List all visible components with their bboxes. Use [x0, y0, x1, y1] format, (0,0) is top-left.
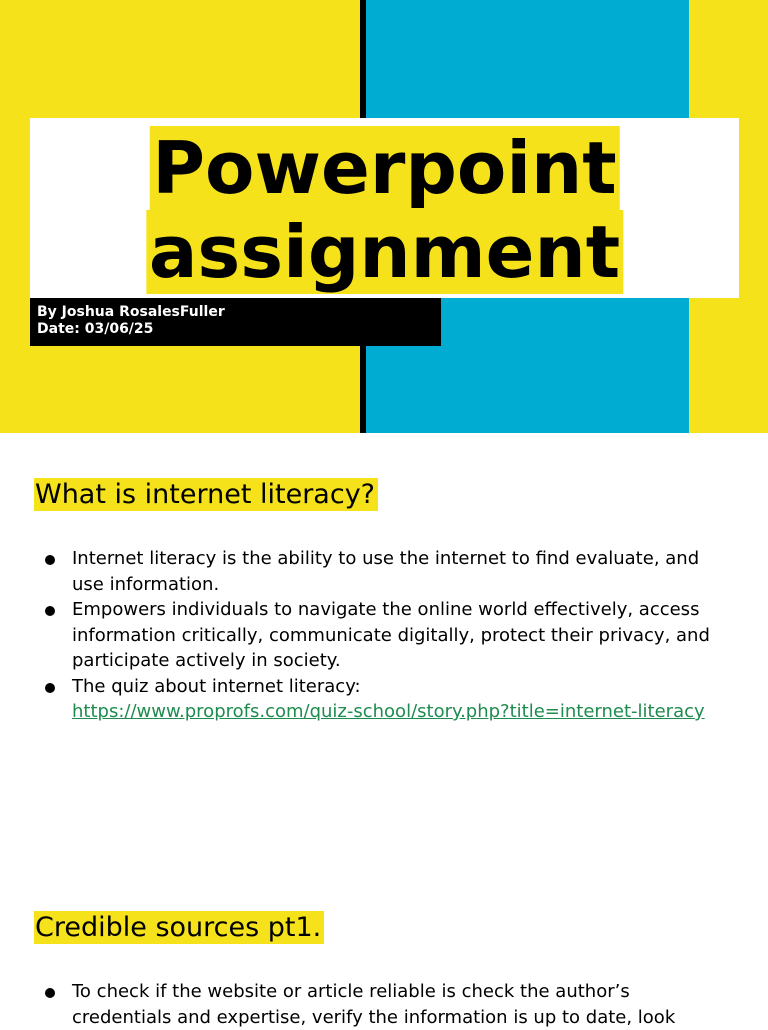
bullet-text: The quiz about internet literacy: — [72, 675, 361, 697]
slide-heading-credible-sources: Credible sources pt1. — [34, 911, 324, 944]
bullet-icon — [45, 606, 55, 616]
internet-literacy-bullets — [0, 546, 732, 725]
bullet-text: Empowers individuals to navigate the online world effectively, access information critically, communicate digitally, protect their privacy, and participate actively in society. — [72, 599, 710, 671]
bullet-text: To check if the website or article reliable is check the author’s credentials and expertise, verify the information is up to date, look — [72, 981, 676, 1028]
author-byline: By Joshua RosalesFuller — [37, 304, 225, 320]
list-item — [0, 979, 732, 1030]
slide-heading-internet-literacy: What is internet literacy? — [34, 478, 378, 511]
quiz-link[interactable]: https://www.proprofs.com/quiz-school/story.php?title=internet-literacy — [72, 701, 705, 722]
list-item — [0, 597, 732, 674]
bullet-text: Internet literacy is the ability to use the internet to find evaluate, and use information. — [72, 548, 700, 595]
bullet-icon — [45, 555, 55, 565]
title-box — [30, 118, 739, 298]
title-line-2: assignment — [146, 210, 623, 294]
list-item — [0, 674, 732, 725]
date-line: Date: 03/06/25 — [37, 321, 154, 337]
title-line-1: Powerpoint — [149, 126, 619, 210]
list-item — [0, 546, 732, 597]
credible-sources-bullets — [0, 979, 732, 1030]
bullet-icon — [45, 988, 55, 998]
title-slide — [0, 0, 768, 433]
byline-box — [30, 298, 441, 346]
bullet-icon — [45, 683, 55, 693]
